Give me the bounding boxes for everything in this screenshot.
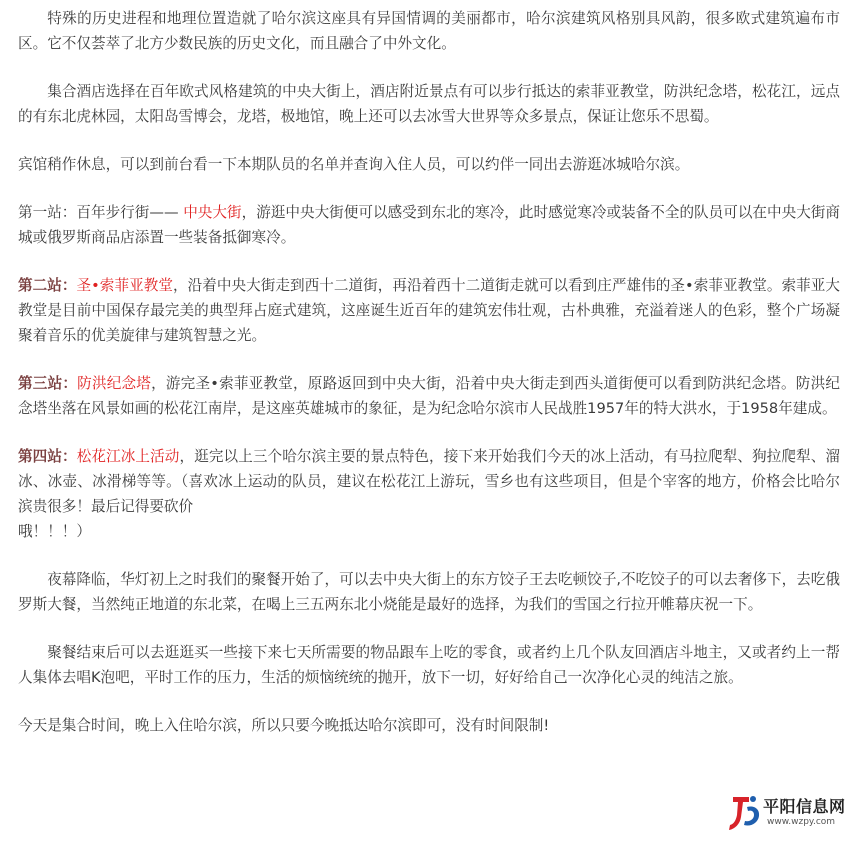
stop-1-highlight: 中央大街 xyxy=(183,204,242,221)
article-body xyxy=(18,6,840,761)
paragraph-hotel: 集合酒店选择在百年欧式风格建筑的中央大街上，酒店附近景点有可以步行抵达的索菲亚教堂，防洪纪念塔，松花江，远点的有东北虎林园，太阳岛雪博会，龙塔，极地馆，晚上还可以去冰雪大世界等众多景点，保证让您乐不思蜀。 xyxy=(18,83,840,125)
paragraph-summary: 今天是集合时间，晚上入住哈尔滨，所以只要今晚抵达哈尔滨即可，没有时间限制! xyxy=(18,717,550,734)
watermark-url: www.wzpy.com xyxy=(767,817,836,827)
pinyang-logo-icon xyxy=(727,793,763,833)
stop-4-highlight: 松花江冰上活动 xyxy=(76,448,180,465)
stop-2 xyxy=(18,273,840,348)
watermark-title: 平阳信息网 xyxy=(763,797,846,816)
stop-4-tail: 哦！！！） xyxy=(18,523,91,540)
stop-1-text: ，游逛中央大街便可以感受到东北的寒冷，此时感觉寒冷或装备不全的队员可以在中央大街商城或俄罗斯商品店添置一些装备抵御寒冷。 xyxy=(18,204,840,246)
paragraph-rest: 宾馆稍作休息，可以到前台看一下本期队员的名单并查询入住人员，可以约伴一同出去游逛冰城哈尔滨。 xyxy=(18,156,690,173)
stop-2-text: ，沿着中央大街走到西十二道街，再沿着西十二道街走就可以看到庄严雄伟的圣•索菲亚教堂。索菲亚大教堂是目前中国保存最完美的典型拜占庭式建筑，这座诞生近百年的建筑宏伟壮观，古朴典雅，充溢着迷人的色彩，整个广场凝聚着音乐的优美旋律与建筑智慧之光。 xyxy=(18,277,840,344)
stop-4 xyxy=(18,444,840,544)
paragraph-dinner: 夜幕降临，华灯初上之时我们的聚餐开始了，可以去中央大街上的东方饺子王去吃顿饺子,不吃饺子的可以去奢侈下，去吃俄罗斯大餐，当然纯正地道的东北菜，在喝上三五两东北小烧能是最好的选择，为我们的雪国之行拉开帷幕庆祝一下。 xyxy=(18,571,840,613)
stop-4-text: ，逛完以上三个哈尔滨主要的景点特色，接下来开始我们今天的冰上活动，有马拉爬犁、狗拉爬犁、溜冰、冰壶、冰滑梯等等。（喜欢冰上运动的队员，建议在松花江上游玩，雪乡也有这些项目，但是个宰客的地方，价格会比哈尔滨贵很多！最后记得要砍价 xyxy=(18,448,840,515)
stop-3-highlight: 防洪纪念塔 xyxy=(77,375,152,392)
stop-1-label: 第一站： xyxy=(18,204,77,221)
stop-2-label: 第二站： xyxy=(18,277,77,294)
stop-1-pre: 百年步行街—— xyxy=(76,204,184,221)
stop-3-text: ，游完圣•索菲亚教堂，原路返回到中央大街，沿着中央大街走到西头道街便可以看到防洪纪念塔。防洪纪念塔坐落在风景如画的松花江南岸，是这座英雄城市的象征，是为纪念哈尔滨市人民战胜1957年的特大洪水，于1958年建成。 xyxy=(18,375,840,417)
site-watermark xyxy=(727,793,847,833)
stop-3-label: 第三站： xyxy=(18,375,78,392)
paragraph-intro: 特殊的历史进程和地理位置造就了哈尔滨这座具有异国情调的美丽都市，哈尔滨建筑风格别具风韵，很多欧式建筑遍布市区。它不仅荟萃了北方少数民族的历史文化，而且融合了中外文化。 xyxy=(18,10,840,52)
stop-4-label: 第四站： xyxy=(18,448,77,465)
stop-1 xyxy=(18,200,840,250)
stop-2-highlight: 圣•索菲亚教堂 xyxy=(76,277,173,294)
paragraph-evening: 聚餐结束后可以去逛逛买一些接下来七天所需要的物品跟车上吃的零食，或者约上几个队友回酒店斗地主，又或者约上一帮人集体去唱K泡吧，平时工作的压力，生活的烦恼统统的抛开，放下一切，好好给自己一次净化心灵的纯洁之旅。 xyxy=(18,644,840,686)
stop-3 xyxy=(18,371,840,421)
